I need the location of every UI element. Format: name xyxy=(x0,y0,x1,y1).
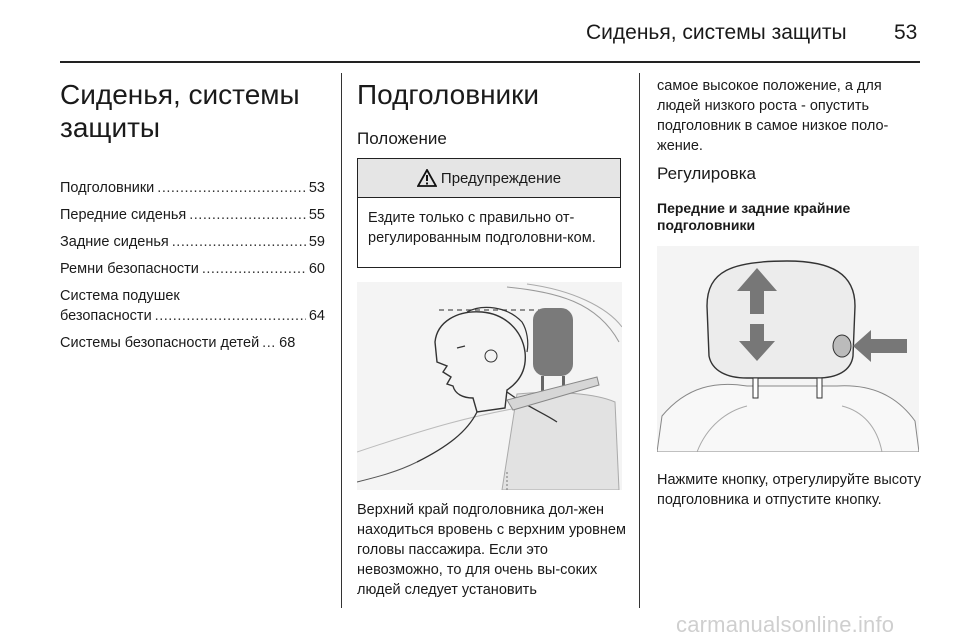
section-heading: Подголовники xyxy=(357,79,540,110)
subsubsection-heading: Передние и задние крайние подголовники xyxy=(657,200,851,233)
column-divider-left xyxy=(341,73,342,608)
toc-entry[interactable]: Ремни безопасности ..... 60 xyxy=(60,259,325,279)
header-rule xyxy=(60,61,920,63)
toc-entry[interactable]: Задние сиденья ..... 59 xyxy=(60,232,325,252)
body-paragraph: Нажмите кнопку, отрегулируйте высоту подголовника и отпустите кнопку. xyxy=(657,472,921,508)
column-divider-right xyxy=(639,73,640,608)
warning-triangle-icon xyxy=(417,169,437,187)
warning-text: Ездите только с правильно от-регулированным подголовни-ком. xyxy=(368,210,596,246)
body-paragraph: Верхний край подголовника дол-жен находиться вровень с верхним уровнем головы пассажира. Если это невозможно, то для очень вы-соких людей следует установить xyxy=(357,502,626,598)
toc-entry[interactable]: Система подушек безопасности ..... 64 xyxy=(60,286,325,326)
running-header-title: Сиденья, системы защиты xyxy=(586,21,847,44)
subsection-heading: Регулировка xyxy=(657,164,756,183)
watermark: carmanualsonline.info xyxy=(676,612,895,637)
table-of-contents xyxy=(60,178,325,360)
passenger-headrest-drawing xyxy=(357,282,622,490)
toc-entry[interactable]: Передние сиденья ..... 55 xyxy=(60,205,325,225)
page-number: 53 xyxy=(894,21,918,44)
warning-box xyxy=(357,158,621,268)
body-paragraph: самое высокое положение, а для людей низкого роста - опустить подголовник в самое низкое поло-жение. xyxy=(657,78,889,154)
subsection-heading: Положение xyxy=(357,129,447,148)
warning-title: Предупреждение xyxy=(440,169,562,187)
headrest-adjust-drawing xyxy=(657,246,919,452)
headrest-position-illustration xyxy=(357,282,622,490)
headrest-adjustment-illustration xyxy=(657,246,919,452)
toc-entry[interactable]: Системы безопасности детей ..... 68 xyxy=(60,333,325,353)
chapter-title: Сиденья, системы защиты xyxy=(60,79,300,143)
toc-entry[interactable]: Подголовники ..... 53 xyxy=(60,178,325,198)
warning-header xyxy=(358,159,620,198)
